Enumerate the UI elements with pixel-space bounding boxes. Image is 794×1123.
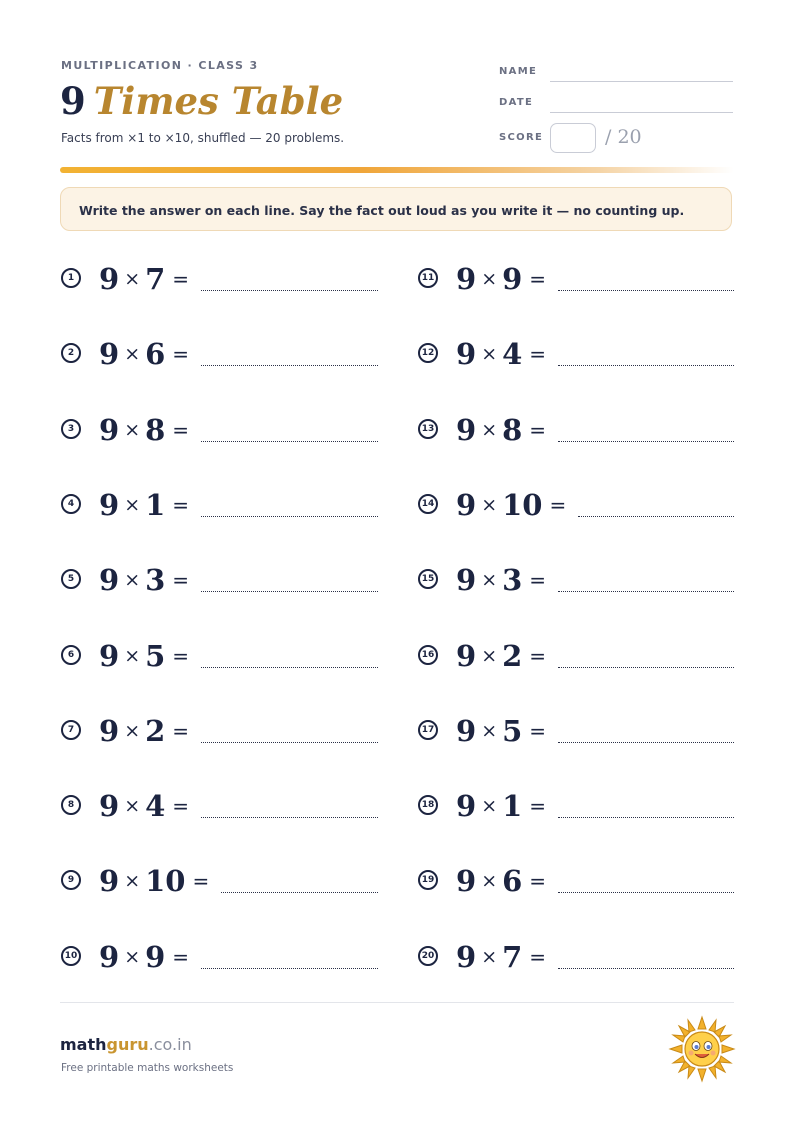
- factor-a: 9: [456, 940, 477, 974]
- answer-line[interactable]: [558, 892, 734, 893]
- problem-17: [418, 711, 734, 751]
- answer-line[interactable]: [558, 591, 734, 592]
- problem-expression: [456, 259, 546, 299]
- factor-a: 9: [99, 262, 120, 296]
- factor-a: 9: [99, 337, 120, 371]
- problem-expression: [99, 786, 189, 826]
- factor-b: 2: [145, 714, 166, 748]
- times-sign: ×: [124, 870, 141, 892]
- problem-number-badge: 5: [61, 569, 81, 589]
- times-sign: ×: [124, 569, 141, 591]
- problem-13: [418, 410, 734, 450]
- equals-sign: =: [529, 719, 547, 743]
- problem-number-badge: 12: [418, 343, 438, 363]
- factor-a: 9: [99, 413, 120, 447]
- header-divider: [60, 167, 734, 173]
- times-sign: ×: [481, 419, 498, 441]
- factor-b: 9: [502, 262, 523, 296]
- page-subtitle: Facts from ×1 to ×10, shuffled — 20 problems.: [61, 131, 345, 145]
- factor-a: 9: [99, 714, 120, 748]
- problem-expression: [99, 560, 189, 600]
- problem-number-badge: 9: [61, 870, 81, 890]
- answer-line[interactable]: [558, 742, 734, 743]
- equals-sign: =: [172, 644, 190, 668]
- problem-15: [418, 560, 734, 600]
- times-sign: ×: [124, 795, 141, 817]
- equals-sign: =: [172, 267, 190, 291]
- answer-line[interactable]: [201, 817, 378, 818]
- problem-number-badge: 6: [61, 645, 81, 665]
- equals-sign: =: [172, 719, 190, 743]
- times-sign: ×: [124, 494, 141, 516]
- problem-20: [418, 937, 734, 977]
- times-sign: ×: [124, 343, 141, 365]
- factor-a: 9: [456, 789, 477, 823]
- brand-part-domain: .co.in: [148, 1035, 192, 1054]
- problem-3: [61, 410, 378, 450]
- problem-expression: [456, 560, 546, 600]
- factor-b: 3: [145, 563, 166, 597]
- times-sign: ×: [124, 720, 141, 742]
- title-words: Times Table: [93, 79, 344, 123]
- problem-5: [61, 560, 378, 600]
- answer-line[interactable]: [201, 516, 378, 517]
- date-field[interactable]: [550, 112, 733, 113]
- answer-line[interactable]: [201, 290, 378, 291]
- factor-b: 2: [502, 639, 523, 673]
- date-label: DATE: [499, 97, 534, 108]
- factor-b: 5: [145, 639, 166, 673]
- instructions-box: [60, 187, 732, 231]
- equals-sign: =: [529, 342, 547, 366]
- times-sign: ×: [481, 268, 498, 290]
- equals-sign: =: [172, 342, 190, 366]
- times-sign: ×: [481, 795, 498, 817]
- answer-line[interactable]: [201, 591, 378, 592]
- problem-6: [61, 636, 378, 676]
- problem-number-badge: 7: [61, 720, 81, 740]
- brand-part-guru: guru: [106, 1035, 149, 1054]
- equals-sign: =: [529, 267, 547, 291]
- problem-number-badge: 15: [418, 569, 438, 589]
- equals-sign: =: [529, 644, 547, 668]
- problem-number-badge: 11: [418, 268, 438, 288]
- times-sign: ×: [124, 645, 141, 667]
- problem-2: [61, 334, 378, 374]
- times-sign: ×: [124, 946, 141, 968]
- problem-number-badge: 18: [418, 795, 438, 815]
- problem-9: [61, 861, 378, 901]
- problem-expression: [456, 334, 546, 374]
- problem-expression: [99, 485, 189, 525]
- times-sign: ×: [481, 343, 498, 365]
- equals-sign: =: [529, 869, 547, 893]
- problem-number-badge: 8: [61, 795, 81, 815]
- factor-b: 1: [502, 789, 523, 823]
- times-sign: ×: [124, 419, 141, 441]
- answer-line[interactable]: [558, 441, 734, 442]
- problem-7: [61, 711, 378, 751]
- problem-expression: [99, 937, 189, 977]
- factor-a: 9: [99, 864, 120, 898]
- answer-line[interactable]: [558, 817, 734, 818]
- factor-b: 7: [502, 940, 523, 974]
- problem-expression: [99, 410, 189, 450]
- problem-expression: [99, 259, 189, 299]
- equals-sign: =: [529, 945, 547, 969]
- factor-a: 9: [99, 789, 120, 823]
- factor-b: 7: [145, 262, 166, 296]
- problem-expression: [456, 937, 546, 977]
- problem-number-badge: 1: [61, 268, 81, 288]
- factor-a: 9: [456, 262, 477, 296]
- answer-line[interactable]: [201, 667, 378, 668]
- factor-a: 9: [456, 864, 477, 898]
- problem-11: [418, 259, 734, 299]
- answer-line[interactable]: [201, 968, 378, 969]
- times-sign: ×: [481, 494, 498, 516]
- equals-sign: =: [172, 945, 190, 969]
- problem-8: [61, 786, 378, 826]
- problem-number-badge: 10: [61, 946, 81, 966]
- problem-expression: [99, 861, 209, 901]
- factor-b: 1: [145, 488, 166, 522]
- factor-b: 8: [145, 413, 166, 447]
- brand-tagline: Free printable maths worksheets: [61, 1062, 234, 1074]
- equals-sign: =: [549, 493, 567, 517]
- problem-18: [418, 786, 734, 826]
- answer-line[interactable]: [221, 892, 378, 893]
- times-sign: ×: [481, 946, 498, 968]
- problem-number-badge: 2: [61, 343, 81, 363]
- equals-sign: =: [529, 568, 547, 592]
- answer-line[interactable]: [578, 516, 734, 517]
- instructions-text: Write the answer on each line. Say the fact out loud as you write it — no counting up.: [79, 203, 685, 218]
- problem-expression: [456, 861, 546, 901]
- problem-12: [418, 334, 734, 374]
- factor-a: 9: [456, 337, 477, 371]
- answer-line[interactable]: [201, 441, 378, 442]
- equals-sign: =: [172, 418, 190, 442]
- answer-line[interactable]: [558, 365, 734, 366]
- problem-number-badge: 3: [61, 419, 81, 439]
- name-label: NAME: [499, 66, 538, 77]
- problem-10: [61, 937, 378, 977]
- problem-number-badge: 19: [418, 870, 438, 890]
- problem-number-badge: 16: [418, 645, 438, 665]
- factor-b: 3: [502, 563, 523, 597]
- factor-b: 5: [502, 714, 523, 748]
- brand-part-math: math: [60, 1035, 107, 1054]
- problem-number-badge: 14: [418, 494, 438, 514]
- equals-sign: =: [192, 869, 210, 893]
- times-sign: ×: [481, 870, 498, 892]
- times-sign: ×: [124, 268, 141, 290]
- answer-line[interactable]: [558, 968, 734, 969]
- factor-a: 9: [99, 940, 120, 974]
- factor-b: 6: [502, 864, 523, 898]
- problem-expression: [456, 711, 546, 751]
- equals-sign: =: [529, 794, 547, 818]
- title-number: 9: [60, 79, 86, 123]
- times-sign: ×: [481, 645, 498, 667]
- problem-expression: [456, 485, 566, 525]
- factor-b: 4: [145, 789, 166, 823]
- problem-expression: [456, 636, 546, 676]
- times-sign: ×: [481, 569, 498, 591]
- factor-b: 9: [145, 940, 166, 974]
- factor-a: 9: [456, 714, 477, 748]
- problem-14: [418, 485, 734, 525]
- factor-b: 10: [502, 488, 543, 522]
- answer-line[interactable]: [201, 742, 378, 743]
- factor-a: 9: [456, 413, 477, 447]
- equals-sign: =: [172, 568, 190, 592]
- problem-expression: [99, 636, 189, 676]
- problem-16: [418, 636, 734, 676]
- eyebrow-label: MULTIPLICATION · CLASS 3: [61, 59, 259, 72]
- problem-4: [61, 485, 378, 525]
- times-sign: ×: [481, 720, 498, 742]
- factor-a: 9: [456, 639, 477, 673]
- problem-number-badge: 4: [61, 494, 81, 514]
- factor-b: 4: [502, 337, 523, 371]
- answer-line[interactable]: [558, 667, 734, 668]
- score-box[interactable]: [550, 123, 596, 153]
- factor-b: 6: [145, 337, 166, 371]
- factor-a: 9: [99, 563, 120, 597]
- factor-a: 9: [99, 488, 120, 522]
- factor-a: 9: [456, 488, 477, 522]
- equals-sign: =: [529, 418, 547, 442]
- answer-line[interactable]: [558, 290, 734, 291]
- problem-expression: [99, 334, 189, 374]
- problem-expression: [456, 786, 546, 826]
- name-field[interactable]: [550, 81, 733, 82]
- equals-sign: =: [172, 794, 190, 818]
- score-total: / 20: [605, 126, 642, 148]
- equals-sign: =: [172, 493, 190, 517]
- factor-b: 10: [145, 864, 186, 898]
- factor-a: 9: [456, 563, 477, 597]
- problem-19: [418, 861, 734, 901]
- problem-number-badge: 20: [418, 946, 438, 966]
- score-label: SCORE: [499, 132, 544, 143]
- brand-logo: [60, 1035, 192, 1054]
- problem-number-badge: 13: [418, 419, 438, 439]
- problem-number-badge: 17: [418, 720, 438, 740]
- problem-expression: [99, 711, 189, 751]
- factor-b: 8: [502, 413, 523, 447]
- footer-divider: [60, 1002, 734, 1003]
- page-title: [60, 76, 343, 126]
- smiling-sun-icon: [668, 1015, 736, 1083]
- answer-line[interactable]: [201, 365, 378, 366]
- problem-1: [61, 259, 378, 299]
- problem-expression: [456, 410, 546, 450]
- factor-a: 9: [99, 639, 120, 673]
